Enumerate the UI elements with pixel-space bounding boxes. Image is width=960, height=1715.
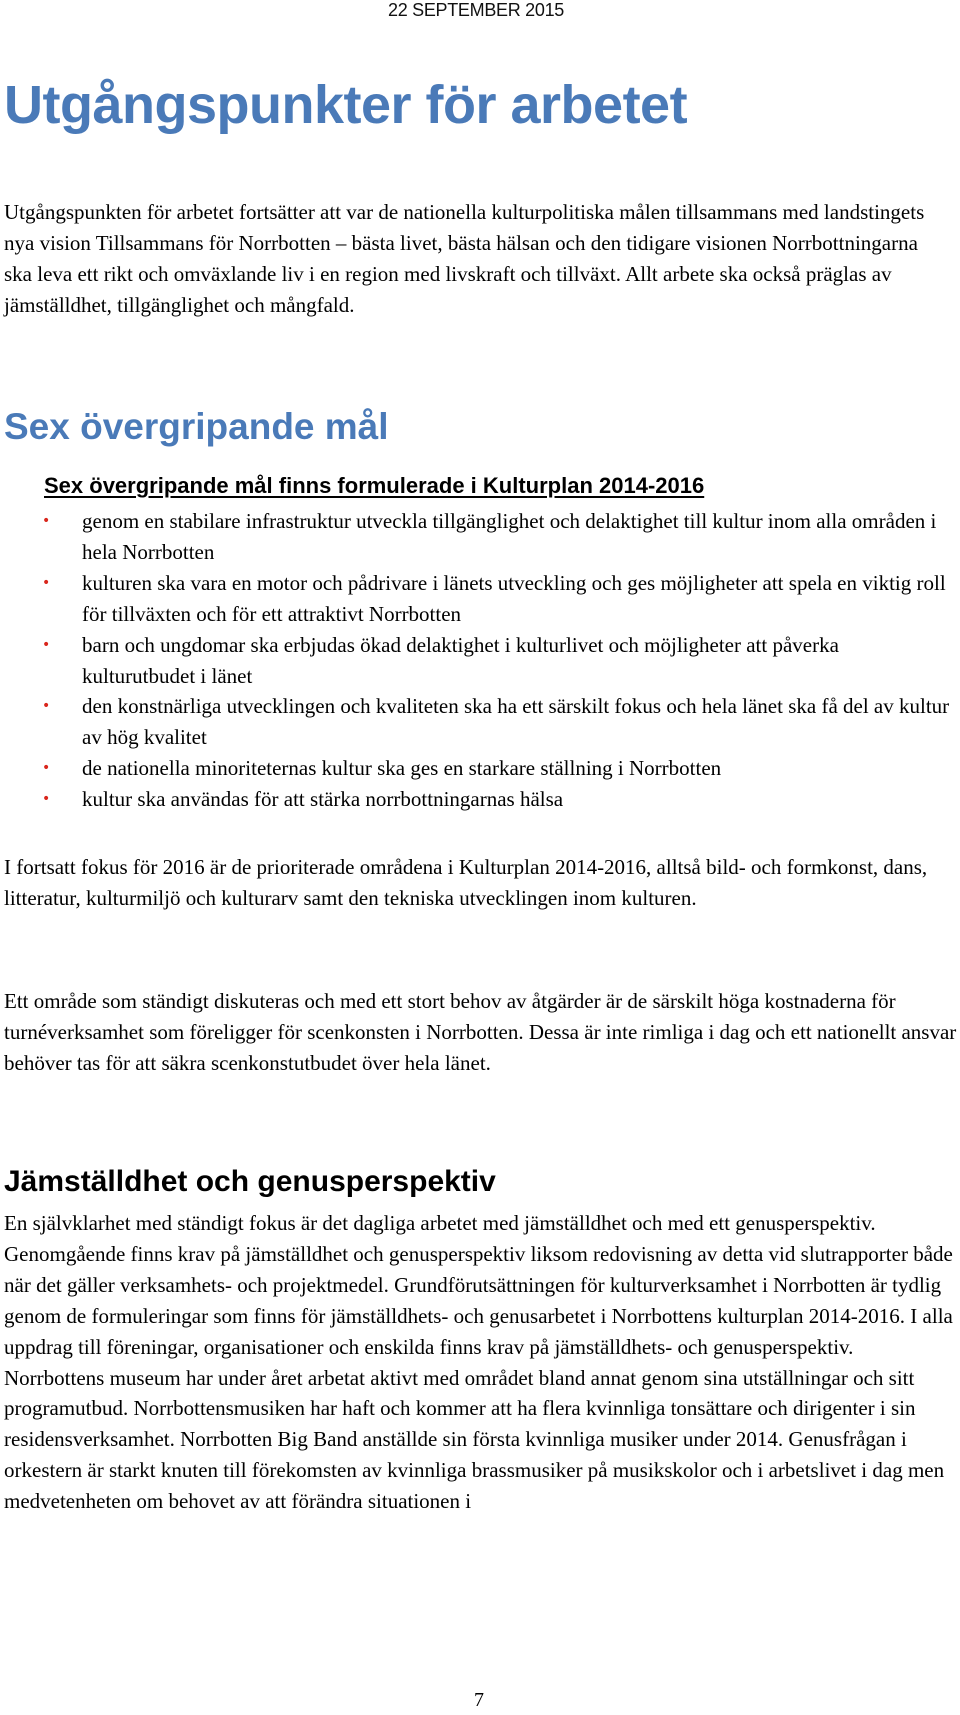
list-item: [36, 691, 956, 753]
goal-text: kultur ska användas för att stärka norrbottningarnas hälsa: [82, 787, 564, 812]
list-item: [36, 784, 956, 815]
goal-text: de nationella minoriteternas kultur ska ges en starkare ställning i Norrbotten: [82, 756, 722, 781]
intro-paragraph: Utgångspunkten för arbetet fortsätter att var de nationella kulturpolitiska målen tillsammans med landstingets nya vision Tillsammans för Norrbotten – bästa livet, bästa hälsan och den tidigare visionen Norrbottningarna ska leva ett rikt och omväxlande liv i en region med livskraft och tillväxt. Allt arbete ska också präglas av jämställdhet, tillgänglighet och mångfald.: [4, 200, 925, 317]
costs-paragraph: Ett område som ständigt diskuteras och med ett stort behov av åtgärder är de särskilt höga kostnaderna för turnéverksamhet som föreligger för scenkonsten i Norrbotten. Dessa är inte rimliga i dag och ett nationellt ansvar behöver tas för att säkra scenkonstutbudet över hela länet.: [4, 989, 957, 1075]
goal-text: genom en stabilare infrastruktur utveckla tillgänglighet och delaktighet till kultur inom alla områden i hela Norrbotten: [82, 509, 937, 564]
bullet-icon: •: [42, 760, 51, 777]
goals-subheading: Sex övergripande mål finns formulerade i Kulturplan 2014-2016: [44, 473, 705, 498]
list-item: [36, 630, 956, 692]
goals-list: [36, 506, 956, 815]
goal-text: den konstnärliga utvecklingen och kvaliteten ska ha ett särskilt fokus och hela länet ska få del av kultur av hög kvalitet: [82, 694, 950, 750]
bullet-icon: •: [42, 574, 51, 591]
header-date: 22 SEPTEMBER 2015: [388, 0, 564, 20]
list-item: [36, 568, 956, 630]
page-number: 7: [474, 1689, 484, 1711]
bullet-icon: •: [42, 636, 51, 653]
section-heading-goals: Sex övergripande mål: [4, 406, 389, 447]
section-heading-equality: Jämställdhet och genusperspektiv: [4, 1165, 496, 1198]
list-item: [36, 753, 956, 784]
goal-text: kulturen ska vara en motor och pådrivare i länets utveckling och ges möjligheter att spela en viktig roll för tillväxten och för ett attraktivt Norrbotten: [82, 570, 946, 626]
bullet-icon: •: [42, 698, 51, 715]
list-item: [36, 506, 956, 568]
focus-paragraph: I fortsatt fokus för 2016 är de prioriterade områdena i Kulturplan 2014-2016, alltså bild- och formkonst, dans, litteratur, kulturmiljö och kulturarv samt den tekniska utvecklingen inom kulturen.: [4, 855, 928, 910]
page-title: Utgångspunkter för arbetet: [4, 75, 688, 135]
equality-paragraph: En självklarhet med ständigt fokus är det dagliga arbetet med jämställdhet och med ett genusperspektiv. Genomgående finns krav på jämställdhet och genusperspektiv liksom redovisning av detta vid slutrapporter både när det gäller verksamhets- och projektmedel. Grundförutsättningen för kulturverksamhet i Norrbotten är tydlig genom de formuleringar som finns för jämställdhets- och genusarbetet i Norrbottens kulturplan 2014-2016. I alla uppdrag till föreningar, organisationer och enskilda finns krav på jämställdhets- och genusperspektiv. Norrbottens museum har under året arbetat aktivt med området bland annat genom sina utställningar och sitt programutbud. Norrbottensmusiken har haft och kommer att ha flera kvinnliga tonsättare och dirigenter i sin residensverksamhet. Norrbotten Big Band anställde sin första kvinnliga musiker under 2014. Genusfrågan i orkestern är starkt knuten till förekomsten av kvinnliga brassmusiker på musikskolor och i arbetslivet i dag men medvetenheten om behovet av att förändra situationen i: [4, 1211, 953, 1514]
goal-text: barn och ungdomar ska erbjudas ökad delaktighet i kulturlivet och möjligheter att påverka kulturutbudet i länet: [82, 632, 839, 688]
bullet-icon: •: [42, 513, 51, 529]
bullet-icon: •: [42, 791, 51, 808]
